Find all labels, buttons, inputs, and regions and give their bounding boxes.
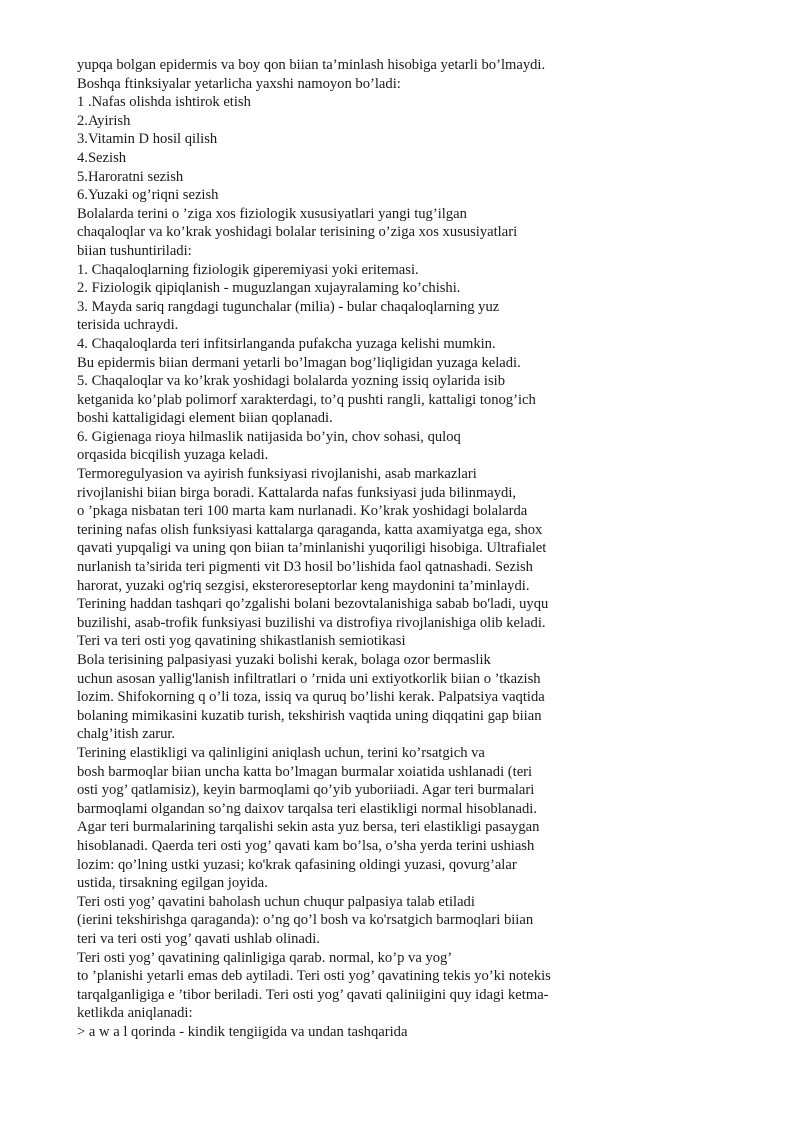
text-line: Teri va teri osti yog qavatining shikastlanish semiotikasi — [77, 633, 406, 650]
text-line: 2. Fiziologik qipiqlanish - muguzlangan xujayralaming ko’chishi. — [77, 280, 461, 297]
text-line: Bola terisining palpasiyasi yuzaki bolishi kerak, bolaga ozor bermaslik — [77, 652, 491, 668]
text-line: hisoblanadi. Qaerda teri osti yog’ qavati kam bo’lsa, o’sha yerda terini ushiash — [77, 837, 535, 854]
text-line: terining nafas olish funksiyasi kattalarga qaraganda, katta axamiyatga ega, shox — [77, 521, 543, 538]
text-line: Teri osti yog’ qavatini baholash uchun chuqur palpasiya talab etiladi — [77, 893, 475, 910]
text-line: Teri osti yog’ qavatining qalinligiga qarab. normal, ko’p va yog’ — [77, 949, 453, 966]
text-line: teri va teri osti yog’ qavati ushlab olinadi. — [77, 930, 320, 947]
text-line: bolaning mimikasini kuzatib turish, tekshirish vaqtida uning diqqatini gap biian — [77, 707, 542, 724]
text-line: uchun asosan yallig'lanish infiltratlari o ’rnida uni extiyotkorlik biian o ’tkazish — [77, 670, 541, 687]
text-line: terisida uchraydi. — [77, 317, 179, 334]
text-line: Termoregulyasion va ayirish funksiyasi rivojlanishi, asab markazlari — [77, 466, 477, 483]
text-line: qavati yupqaligi va uning qon biian ta’minlanishi yuqoriligi hisobiga. Ultrafialet — [77, 540, 547, 557]
text-line: harorat, yuzaki og'riq sezgisi, eksteroreseptorlar keng maydonini ta’minlaydi. — [77, 577, 530, 594]
text-line: Bu epidermis biian dermani yetarli bo’lmagan bog’liqligidan yuzaga keladi. — [77, 354, 521, 371]
text-line: 4.Sezish — [77, 149, 127, 166]
text-line: yupqa bolgan epidermis va boy qon biian ta’minlash hisobiga yetarli bo’lmaydi. — [77, 57, 546, 73]
text-line: buzilishi, asab-trofik funksiyasi buzilishi va distrofiya rivojlanishiga olib keladi. — [77, 614, 546, 631]
text-line: lozim: qo’lning ustki yuzasi; ko'krak qafasining oldingi yuzasi, qovurg’alar — [77, 856, 517, 873]
text-line: bosh barmoqlar biian uncha katta bo’lmagan burmalar xoiatida ushlanadi (teri — [77, 763, 533, 780]
text-line: chaqaloqlar va ko’krak yoshidagi bolalar terisining o’ziga xos xususiyatlari — [77, 224, 518, 241]
text-line: tarqalganligiga e ’tibor beriladi. Teri osti yog’ qavati qaliniigini quy idagi ketma- — [77, 986, 549, 1003]
text-line: o ’pkaga nisbatan teri 100 marta kam nurlanadi. Ko’krak yoshidagi bolalarda — [77, 503, 528, 520]
text-line: Terining elastikligi va qalinligini aniqlash uchun, terini ko’rsatgich va — [77, 744, 485, 761]
text-line: 5. Chaqaloqlar va ko’krak yoshidagi bolalarda yozning issiq oylarida isib — [77, 373, 505, 390]
text-line: boshi kattaligidagi element biian qoplanadi. — [77, 410, 333, 427]
document-page — [77, 56, 777, 1041]
text-line: 2.Ayirish — [77, 112, 131, 129]
text-line: chalg’itish zarur. — [77, 726, 176, 743]
text-line: osti yog’ qatlamisiz), keyin barmoqlami qo’yib yuboriiadi. Agar teri burmalari — [77, 782, 535, 799]
text-line: ketganida ko’plab polimorf xarakterdagi, to’q pushti rangli, kattaligi tonog’ich — [77, 391, 536, 408]
text-line: 6.Yuzaki og’riqni sezish — [77, 187, 219, 204]
text-line: orqasida bicqilish yuzaga keladi. — [77, 447, 269, 464]
text-line: Agar teri burmalarining tarqalishi sekin asta yuz bersa, teri elastikligi pasaygan — [77, 819, 540, 836]
text-line: Terining haddan tashqari qo’zgalishi bolani bezovtalanishiga sabab bo'ladi, uyqu — [77, 596, 549, 613]
text-line: biian tushuntiriladi: — [77, 242, 192, 259]
text-line: 5.Haroratni sezish — [77, 168, 184, 185]
text-line: > a w a l qorinda - kindik tengiigida va undan tashqarida — [77, 1023, 408, 1040]
text-line: barmoqlami olgandan so’ng daixov tarqalsa teri elastikligi normal hisoblanadi. — [77, 800, 537, 817]
text-line: 3. Mayda sariq rangdagi tugunchalar (milia) - bular chaqaloqlarning yuz — [77, 298, 500, 315]
text-line: ketlikda aniqlanadi: — [77, 1005, 193, 1022]
text-line: ustida, tirsakning egilgan joyida. — [77, 875, 268, 892]
text-line: rivojlanishi biian birga boradi. Kattalarda nafas funksiyasi juda bilinmaydi, — [77, 484, 517, 501]
text-line: Bolalarda terini o ’ziga xos fiziologik xususiyatlari yangi tug’ilgan — [77, 205, 467, 222]
text-line: 1. Chaqaloqlarning fiziologik giperemiyasi yoki eritemasi. — [77, 261, 419, 278]
text-line: (ierini tekshirishga qaraganda): o’ng qo’l bosh va ko'rsatgich barmoqlari biian — [77, 912, 534, 929]
text-line: lozim. Shifokorning q o’li toza, issiq va quruq bo’lishi kerak. Palpatsiya vaqtida — [77, 689, 545, 706]
text-line: 1 .Nafas olishda ishtirok etish — [77, 94, 251, 111]
text-line: 3.Vitamin D hosil qilish — [77, 131, 218, 148]
text-line: 6. Gigienaga rioya hilmaslik natijasida bo’yin, chov sohasi, quloq — [77, 428, 461, 445]
text-line: to ’planishi yetarli emas deb aytiladi. Teri osti yog’ qavatining tekis yo’ki notekis — [77, 968, 551, 985]
text-line: nurlanish ta’sirida teri pigmenti vit D3 hosil bo’lishida faol qatnashadi. Sezish — [77, 559, 533, 576]
text-line: Boshqa ftinksiyalar yetarlicha yaxshi namoyon bo’ladi: — [77, 75, 401, 92]
text-line: 4. Chaqaloqlarda teri infitsirlanganda pufakcha yuzaga kelishi mumkin. — [77, 335, 496, 352]
